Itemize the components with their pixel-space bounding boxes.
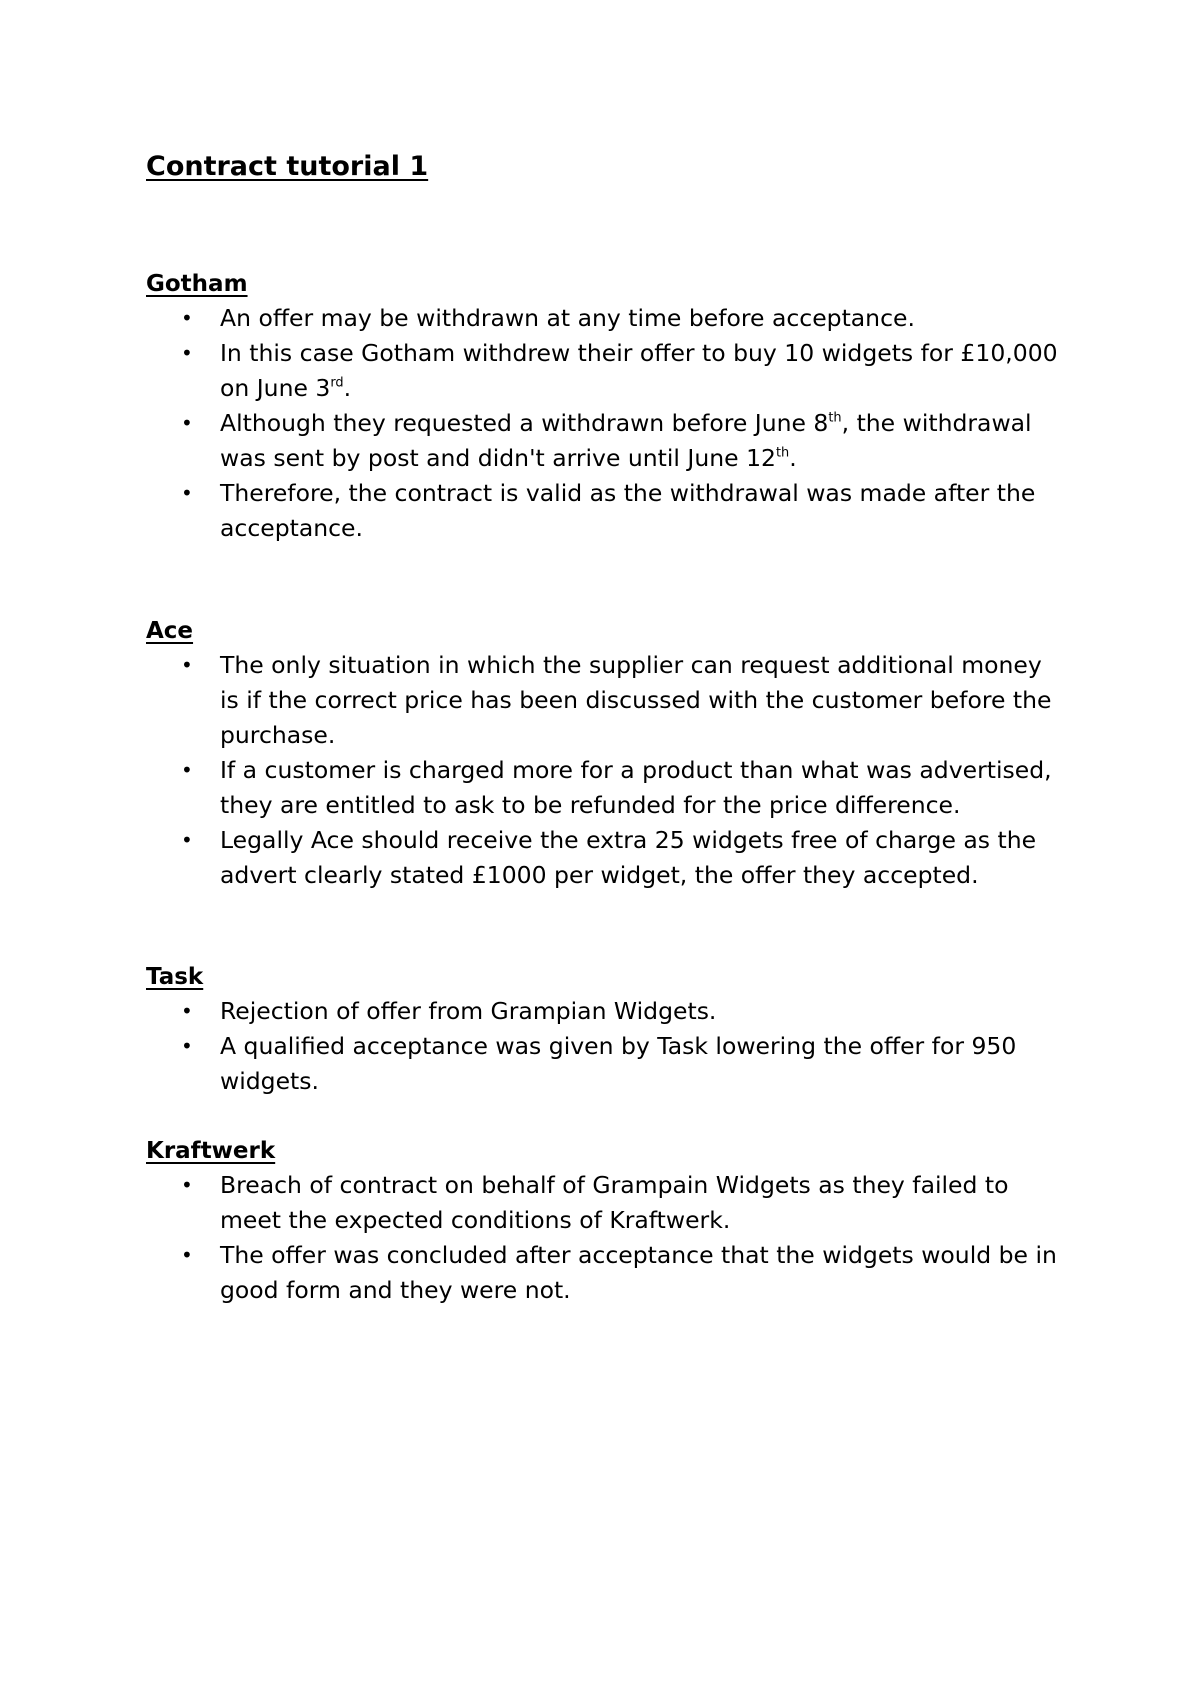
ordinal-suffix: th — [775, 445, 790, 461]
list-item-text: In this case Gotham withdrew their offer to buy 10 widgets for £10,000 on June 3 — [220, 339, 1058, 402]
list-item-text: The offer was concluded after acceptance that the widgets would be in good form and they were not. — [220, 1241, 1057, 1304]
bullet-icon: • — [181, 1173, 193, 1197]
list-item — [146, 1029, 1066, 1099]
bullet-icon: • — [181, 341, 193, 365]
list-item-text: Breach of contract on behalf of Grampain Widgets as they failed to meet the expected conditions of Kraftwerk. — [220, 1171, 1009, 1234]
section-heading-gotham: Gotham — [146, 271, 248, 297]
bullet-list-task — [146, 994, 1066, 1099]
ordinal-suffix: th — [828, 410, 842, 426]
list-item — [146, 1238, 1066, 1308]
list-item-text: An offer may be withdrawn at any time before acceptance. — [220, 304, 915, 332]
list-item — [146, 753, 1066, 823]
bullet-list-ace — [146, 648, 1066, 893]
bullet-icon: • — [181, 653, 193, 677]
section-task — [146, 961, 1066, 1099]
list-item-text: Although they requested a withdrawn before June 8 — [220, 409, 829, 437]
list-item-text-end: . — [343, 374, 352, 402]
list-item — [146, 823, 1066, 893]
bullet-icon: • — [181, 481, 193, 505]
list-item-text: Rejection of offer from Grampian Widgets. — [220, 997, 717, 1025]
bullet-list-kraftwerk — [146, 1168, 1066, 1308]
list-item-text-end: . — [789, 444, 797, 472]
section-heading-ace: Ace — [146, 618, 194, 644]
document-title: Contract tutorial 1 — [146, 151, 429, 182]
list-item — [146, 336, 1066, 406]
list-item-text: Therefore, the contract is valid as the withdrawal was made after the acceptance. — [220, 479, 1036, 542]
bullet-list-gotham — [146, 301, 1066, 546]
bullet-icon: • — [181, 411, 193, 435]
list-item — [146, 1168, 1066, 1238]
ordinal-suffix: rd — [330, 375, 344, 391]
list-item — [146, 648, 1066, 753]
list-item — [146, 476, 1066, 546]
bullet-icon: • — [181, 306, 193, 330]
section-heading-kraftwerk: Kraftwerk — [146, 1138, 276, 1164]
bullet-icon: • — [181, 1034, 193, 1058]
section-gotham — [146, 268, 1066, 546]
list-item — [146, 994, 1066, 1029]
list-item — [146, 406, 1066, 476]
section-kraftwerk — [146, 1135, 1066, 1308]
bullet-icon: • — [181, 828, 193, 852]
list-item-text: The only situation in which the supplier can request additional money is if the correct price has been discussed with the customer before the purchase. — [220, 651, 1052, 749]
section-heading-task: Task — [146, 964, 204, 990]
list-item — [146, 301, 1066, 336]
list-item-text-middle: , the withdrawal was sent by post and didn't arrive until June 12 — [220, 409, 1032, 472]
list-item-text: Legally Ace should receive the extra 25 widgets free of charge as the advert clearly stated £1000 per widget, the offer they accepted. — [220, 826, 1037, 889]
bullet-icon: • — [181, 1243, 193, 1267]
bullet-icon: • — [181, 999, 193, 1023]
section-ace — [146, 615, 1066, 893]
bullet-icon: • — [181, 758, 193, 782]
list-item-text: If a customer is charged more for a product than what was advertised, they are entitled to ask to be refunded for the price difference. — [220, 756, 1052, 819]
list-item-text: A qualified acceptance was given by Task lowering the offer for 950 widgets. — [220, 1032, 1017, 1095]
